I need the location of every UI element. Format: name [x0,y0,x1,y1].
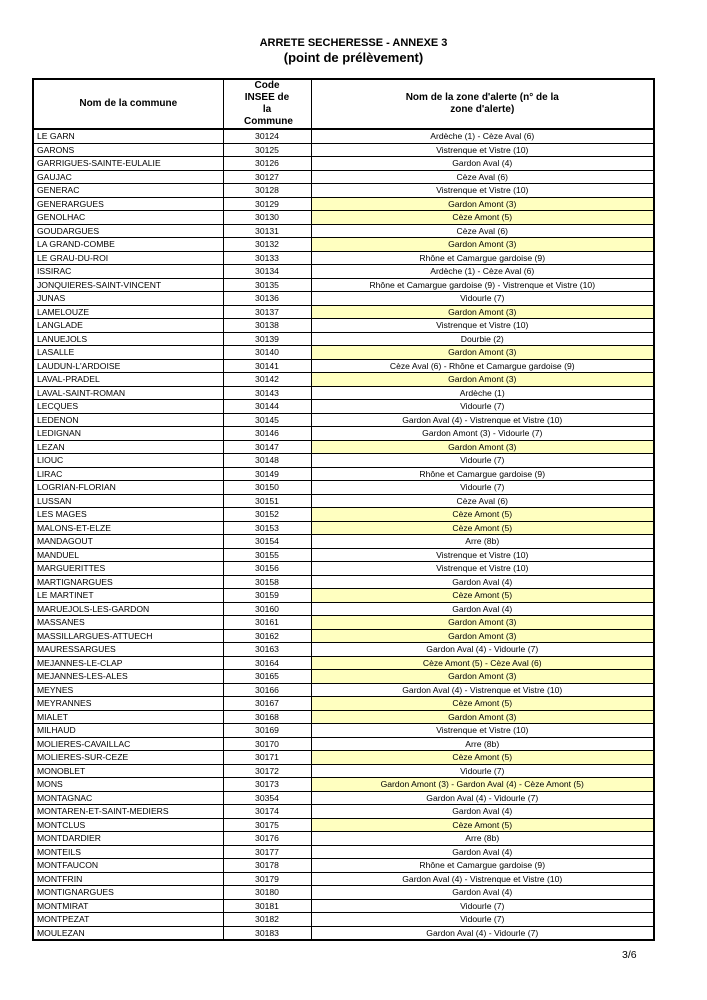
table-row [33,143,654,157]
commune-cell: LAVAL-PRADEL [33,373,223,387]
insee-code-cell: 30152 [223,508,311,522]
insee-code-cell: 30136 [223,292,311,306]
table-row [33,170,654,184]
document-title: ARRETE SECHERESSE - ANNEXE 3 [259,37,448,49]
table-row [33,778,654,792]
alert-zone-cell: Gardon Aval (4) - Vidourle (7) [311,643,654,657]
alert-zone-cell: Arre (8b) [311,737,654,751]
alert-zone-cell: Rhône et Camargue gardoise (9) - Vistrenque et Vistre (10) [311,278,654,292]
alert-zone-cell: Cèze Amont (5) [311,508,654,522]
insee-code-cell: 30183 [223,926,311,940]
table-row [33,413,654,427]
table-row [33,157,654,171]
alert-zone-cell: Cèze Aval (6) [311,170,654,184]
insee-code-cell: 30354 [223,791,311,805]
insee-code-cell: 30131 [223,224,311,238]
alert-zone-cell: Rhône et Camargue gardoise (9) [311,467,654,481]
table-row [33,373,654,387]
commune-cell: MIALET [33,710,223,724]
table-row [33,616,654,630]
table-row [33,319,654,333]
commune-cell: MILHAUD [33,724,223,738]
insee-code-cell: 30172 [223,764,311,778]
alert-zone-cell: Gardon Aval (4) [311,845,654,859]
insee-code-cell: 30164 [223,656,311,670]
insee-code-cell: 30175 [223,818,311,832]
alert-zone-cell: Gardon Amont (3) [311,670,654,684]
alert-zone-cell: Gardon Aval (4) [311,805,654,819]
insee-code-cell: 30142 [223,373,311,387]
table-row [33,683,654,697]
alert-zone-cell: Gardon Amont (3) [311,440,654,454]
table-row [33,400,654,414]
alert-zone-cell: Cèze Amont (5) [311,751,654,765]
commune-cell: MONTPEZAT [33,913,223,927]
alert-zone-cell: Gardon Amont (3) [311,238,654,252]
alert-zone-cell: Vidourle (7) [311,899,654,913]
commune-cell: MANDUEL [33,548,223,562]
commune-cell: MONTEILS [33,845,223,859]
insee-code-cell: 30150 [223,481,311,495]
page-number: 3/6 [622,949,637,961]
table-row [33,602,654,616]
alert-zone-cell: Vistrenque et Vistre (10) [311,184,654,198]
insee-code-cell: 30139 [223,332,311,346]
insee-code-cell: 30174 [223,805,311,819]
insee-code-cell: 30135 [223,278,311,292]
commune-cell: LECQUES [33,400,223,414]
alert-zone-cell: Vistrenque et Vistre (10) [311,724,654,738]
commune-cell: MAURESSARGUES [33,643,223,657]
table-row [33,751,654,765]
insee-code-cell: 30147 [223,440,311,454]
commune-cell: MASSILLARGUES-ATTUECH [33,629,223,643]
alert-zone-cell: Vidourle (7) [311,481,654,495]
table-row [33,670,654,684]
table-row [33,211,654,225]
commune-cell: JONQUIERES-SAINT-VINCENT [33,278,223,292]
alert-zone-cell: Ardèche (1) - Cèze Aval (6) [311,129,654,143]
alert-zone-cell: Gardon Amont (3) [311,305,654,319]
commune-cell: MONTMIRAT [33,899,223,913]
table-row [33,886,654,900]
commune-cell: MALONS-ET-ELZE [33,521,223,535]
alert-zone-cell: Rhône et Camargue gardoise (9) [311,859,654,873]
alert-zone-cell: Vidourle (7) [311,454,654,468]
table-row [33,521,654,535]
insee-code-cell: 30140 [223,346,311,360]
commune-cell: JUNAS [33,292,223,306]
alert-zone-cell: Gardon Amont (3) - Gardon Aval (4) - Cèze Amont (5) [311,778,654,792]
table-row [33,845,654,859]
insee-code-cell: 30153 [223,521,311,535]
alert-zone-cell: Dourbie (2) [311,332,654,346]
commune-cell: LAVAL-SAINT-ROMAN [33,386,223,400]
alert-zone-cell: Gardon Aval (4) [311,602,654,616]
header-zone-label: Nom de la zone d'alerte (n° de la zone d'alerte) [405,92,559,115]
commune-cell: LEDIGNAN [33,427,223,441]
commune-cell: MONTAGNAC [33,791,223,805]
commune-cell: MANDAGOUT [33,535,223,549]
commune-cell: GENOLHAC [33,211,223,225]
table-row [33,129,654,143]
commune-cell: GENERAC [33,184,223,198]
alert-zone-cell: Gardon Aval (4) - Vistrenque et Vistre (10) [311,683,654,697]
commune-cell: MARGUERITTES [33,562,223,576]
alert-zone-cell: Gardon Aval (4) [311,575,654,589]
commune-cell: ISSIRAC [33,265,223,279]
alert-zone-cell: Gardon Aval (4) - Vidourle (7) [311,926,654,940]
table-row [33,197,654,211]
insee-code-cell: 30171 [223,751,311,765]
insee-code-cell: 30162 [223,629,311,643]
table-row [33,791,654,805]
table-body [33,129,654,940]
table-row [33,656,654,670]
table-row [33,332,654,346]
table-row [33,359,654,373]
insee-code-cell: 30167 [223,697,311,711]
commune-cell: MEJANNES-LE-CLAP [33,656,223,670]
insee-code-cell: 30146 [223,427,311,441]
table-row [33,697,654,711]
commune-cell: LASALLE [33,346,223,360]
commune-cell: MONTCLUS [33,818,223,832]
insee-code-cell: 30132 [223,238,311,252]
alert-zone-cell: Gardon Aval (4) - Vidourle (7) [311,791,654,805]
insee-code-cell: 30144 [223,400,311,414]
commune-cell: LAUDUN-L'ARDOISE [33,359,223,373]
table-row [33,643,654,657]
alert-zone-cell: Gardon Amont (3) - Vidourle (7) [311,427,654,441]
commune-cell: MEYNES [33,683,223,697]
commune-cell: LES MAGES [33,508,223,522]
table-row [33,805,654,819]
commune-cell: LUSSAN [33,494,223,508]
commune-cell: MONTDARDIER [33,832,223,846]
commune-cell: MONTFAUCON [33,859,223,873]
header-commune: Nom de la commune [33,79,223,129]
insee-code-cell: 30137 [223,305,311,319]
insee-code-cell: 30182 [223,913,311,927]
insee-code-cell: 30129 [223,197,311,211]
commune-cell: LOGRIAN-FLORIAN [33,481,223,495]
commune-cell: MARTIGNARGUES [33,575,223,589]
table-row [33,859,654,873]
insee-code-cell: 30138 [223,319,311,333]
insee-code-cell: 30145 [223,413,311,427]
header-insee [223,79,311,129]
table-row [33,913,654,927]
alert-zone-cell: Gardon Aval (4) [311,157,654,171]
insee-code-cell: 30151 [223,494,311,508]
insee-code-cell: 30156 [223,562,311,576]
insee-code-cell: 30161 [223,616,311,630]
table-row [33,224,654,238]
insee-code-cell: 30143 [223,386,311,400]
table-header-row [33,79,654,129]
communes-table [32,78,655,941]
alert-zone-cell: Gardon Amont (3) [311,710,654,724]
commune-cell: GARONS [33,143,223,157]
insee-code-cell: 30158 [223,575,311,589]
table-row [33,575,654,589]
commune-cell: MOULEZAN [33,926,223,940]
table-row [33,494,654,508]
insee-code-cell: 30173 [223,778,311,792]
insee-code-cell: 30179 [223,872,311,886]
insee-code-cell: 30127 [223,170,311,184]
commune-cell: MONOBLET [33,764,223,778]
table-row [33,467,654,481]
insee-code-cell: 30141 [223,359,311,373]
commune-cell: LEZAN [33,440,223,454]
table-row [33,346,654,360]
alert-zone-cell: Ardèche (1) [311,386,654,400]
alert-zone-cell: Arre (8b) [311,535,654,549]
alert-zone-cell: Cèze Amont (5) [311,521,654,535]
table-row [33,535,654,549]
table-row [33,589,654,603]
table-row [33,926,654,940]
commune-cell: MONTFRIN [33,872,223,886]
document-subtitle: (point de prélèvement) [283,50,424,65]
commune-cell: LA GRAND-COMBE [33,238,223,252]
insee-code-cell: 30134 [223,265,311,279]
table-row [33,764,654,778]
insee-code-cell: 30178 [223,859,311,873]
table-row [33,292,654,306]
alert-zone-cell: Rhône et Camargue gardoise (9) [311,251,654,265]
commune-cell: MOLIERES-SUR-CEZE [33,751,223,765]
alert-zone-cell: Cèze Amont (5) [311,697,654,711]
table-row [33,899,654,913]
alert-zone-cell: Gardon Aval (4) - Vistrenque et Vistre (10) [311,872,654,886]
insee-code-cell: 30176 [223,832,311,846]
table-row [33,440,654,454]
table-row [33,629,654,643]
insee-code-cell: 30133 [223,251,311,265]
commune-cell: LANGLADE [33,319,223,333]
alert-zone-cell: Gardon Amont (3) [311,197,654,211]
commune-cell: LE GRAU-DU-ROI [33,251,223,265]
table-row [33,562,654,576]
table-row [33,481,654,495]
commune-cell: MONTAREN-ET-SAINT-MEDIERS [33,805,223,819]
insee-code-cell: 30159 [223,589,311,603]
alert-zone-cell: Cèze Amont (5) [311,211,654,225]
commune-cell: LANUEJOLS [33,332,223,346]
table-row [33,737,654,751]
commune-cell: LE MARTINET [33,589,223,603]
table-row [33,278,654,292]
alert-zone-cell: Cèze Amont (5) [311,818,654,832]
alert-zone-cell: Vidourle (7) [311,913,654,927]
insee-code-cell: 30170 [223,737,311,751]
insee-code-cell: 30177 [223,845,311,859]
table-row [33,454,654,468]
commune-cell: MEJANNES-LES-ALES [33,670,223,684]
alert-zone-cell: Gardon Aval (4) - Vistrenque et Vistre (10) [311,413,654,427]
insee-code-cell: 30148 [223,454,311,468]
alert-zone-cell: Gardon Amont (3) [311,629,654,643]
alert-zone-cell: Arre (8b) [311,832,654,846]
table-row [33,184,654,198]
commune-cell: LAMELOUZE [33,305,223,319]
commune-cell: MONTIGNARGUES [33,886,223,900]
alert-zone-cell: Cèze Amont (5) - Cèze Aval (6) [311,656,654,670]
commune-cell: GARRIGUES-SAINTE-EULALIE [33,157,223,171]
alert-zone-cell: Cèze Aval (6) - Rhône et Camargue gardoise (9) [311,359,654,373]
alert-zone-cell: Vistrenque et Vistre (10) [311,143,654,157]
insee-code-cell: 30149 [223,467,311,481]
alert-zone-cell: Gardon Amont (3) [311,616,654,630]
table-row [33,251,654,265]
alert-zone-cell: Ardèche (1) - Cèze Aval (6) [311,265,654,279]
alert-zone-cell: Vistrenque et Vistre (10) [311,548,654,562]
insee-code-cell: 30168 [223,710,311,724]
alert-zone-cell: Gardon Amont (3) [311,346,654,360]
commune-cell: LIOUC [33,454,223,468]
commune-cell: MASSANES [33,616,223,630]
commune-cell: MARUEJOLS-LES-GARDON [33,602,223,616]
table-row [33,872,654,886]
insee-code-cell: 30126 [223,157,311,171]
commune-cell: GENERARGUES [33,197,223,211]
commune-cell: MOLIERES-CAVAILLAC [33,737,223,751]
insee-code-cell: 30166 [223,683,311,697]
table-row [33,305,654,319]
alert-zone-cell: Gardon Amont (3) [311,373,654,387]
alert-zone-cell: Vistrenque et Vistre (10) [311,562,654,576]
table-row [33,238,654,252]
alert-zone-cell: Cèze Aval (6) [311,494,654,508]
alert-zone-cell: Vidourle (7) [311,400,654,414]
commune-cell: MEYRANNES [33,697,223,711]
insee-code-cell: 30165 [223,670,311,684]
table-row [33,265,654,279]
table-row [33,386,654,400]
table-row [33,724,654,738]
alert-zone-cell: Gardon Aval (4) [311,886,654,900]
table-row [33,710,654,724]
insee-code-cell: 30180 [223,886,311,900]
insee-code-cell: 30181 [223,899,311,913]
insee-code-cell: 30124 [223,129,311,143]
alert-zone-cell: Cèze Amont (5) [311,589,654,603]
insee-code-cell: 30155 [223,548,311,562]
header-zone [311,79,654,129]
insee-code-cell: 30128 [223,184,311,198]
insee-code-cell: 30130 [223,211,311,225]
header-insee-label: Code INSEE de la Commune [244,80,293,127]
commune-cell: LE GARN [33,129,223,143]
insee-code-cell: 30163 [223,643,311,657]
commune-cell: GAUJAC [33,170,223,184]
table-row [33,508,654,522]
insee-code-cell: 30125 [223,143,311,157]
table-row [33,548,654,562]
insee-code-cell: 30160 [223,602,311,616]
table-row [33,818,654,832]
table-row [33,427,654,441]
alert-zone-cell: Vidourle (7) [311,764,654,778]
insee-code-cell: 30154 [223,535,311,549]
commune-cell: MONS [33,778,223,792]
alert-zone-cell: Vistrenque et Vistre (10) [311,319,654,333]
alert-zone-cell: Cèze Aval (6) [311,224,654,238]
commune-cell: LIRAC [33,467,223,481]
alert-zone-cell: Vidourle (7) [311,292,654,306]
insee-code-cell: 30169 [223,724,311,738]
table-row [33,832,654,846]
commune-cell: LEDENON [33,413,223,427]
commune-cell: GOUDARGUES [33,224,223,238]
